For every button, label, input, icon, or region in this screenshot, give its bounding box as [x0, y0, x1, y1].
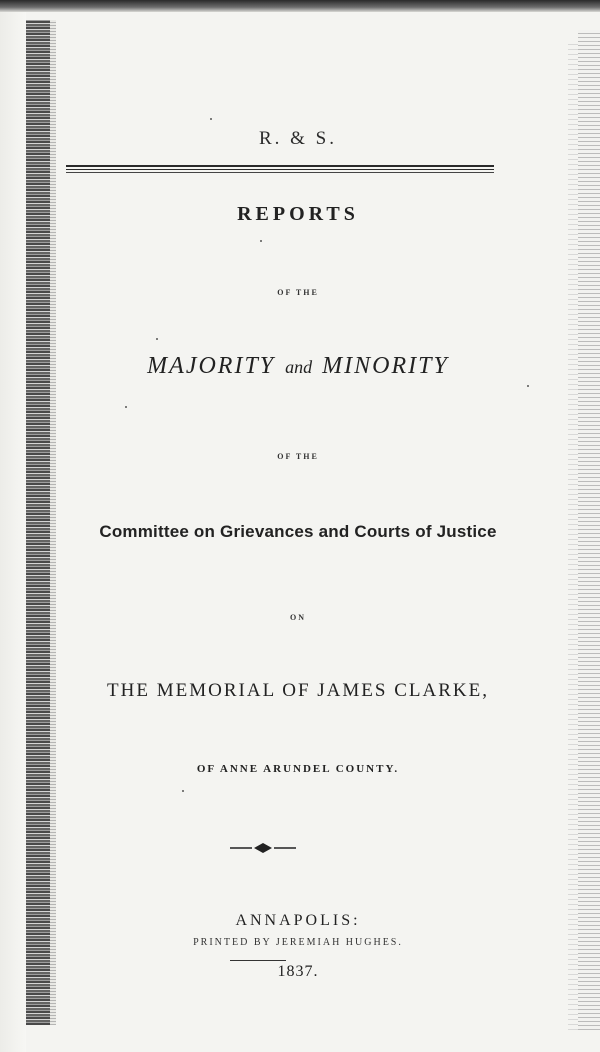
- year-rule: [230, 960, 286, 961]
- of-the-2: OF THE: [277, 452, 319, 461]
- memorial-title: THE MEMORIAL OF JAMES CLARKE,: [107, 680, 489, 701]
- and-word: and: [285, 357, 313, 377]
- paper-speck: [527, 385, 529, 387]
- committee-name: Committee on Grievances and Courts of Justice: [99, 522, 497, 541]
- thin-rule: [66, 172, 494, 173]
- reports-heading: REPORTS: [237, 203, 359, 225]
- paper-speck: [210, 118, 212, 120]
- of-the-1: OF THE: [277, 288, 319, 297]
- paper-speck: [125, 406, 127, 408]
- imprint-printer: PRINTED BY JEREMIAH HUGHES.: [193, 937, 403, 948]
- imprint-year: 1837.: [277, 963, 319, 980]
- minority-word: MINORITY: [322, 353, 449, 379]
- paper-speck: [260, 240, 262, 242]
- paper-speck: [156, 338, 158, 340]
- county-line: OF ANNE ARUNDEL COUNTY.: [196, 763, 400, 775]
- imprint-city: ANNAPOLIS:: [235, 912, 361, 929]
- paper-speck: [182, 790, 184, 792]
- ornament-divider-icon: [230, 840, 296, 856]
- majority-minority-title: [56, 353, 540, 380]
- double-rule: [66, 165, 494, 170]
- document-label: R. & S.: [258, 128, 338, 149]
- on-word: ON: [290, 613, 306, 622]
- majority-word: MAJORITY: [147, 353, 276, 379]
